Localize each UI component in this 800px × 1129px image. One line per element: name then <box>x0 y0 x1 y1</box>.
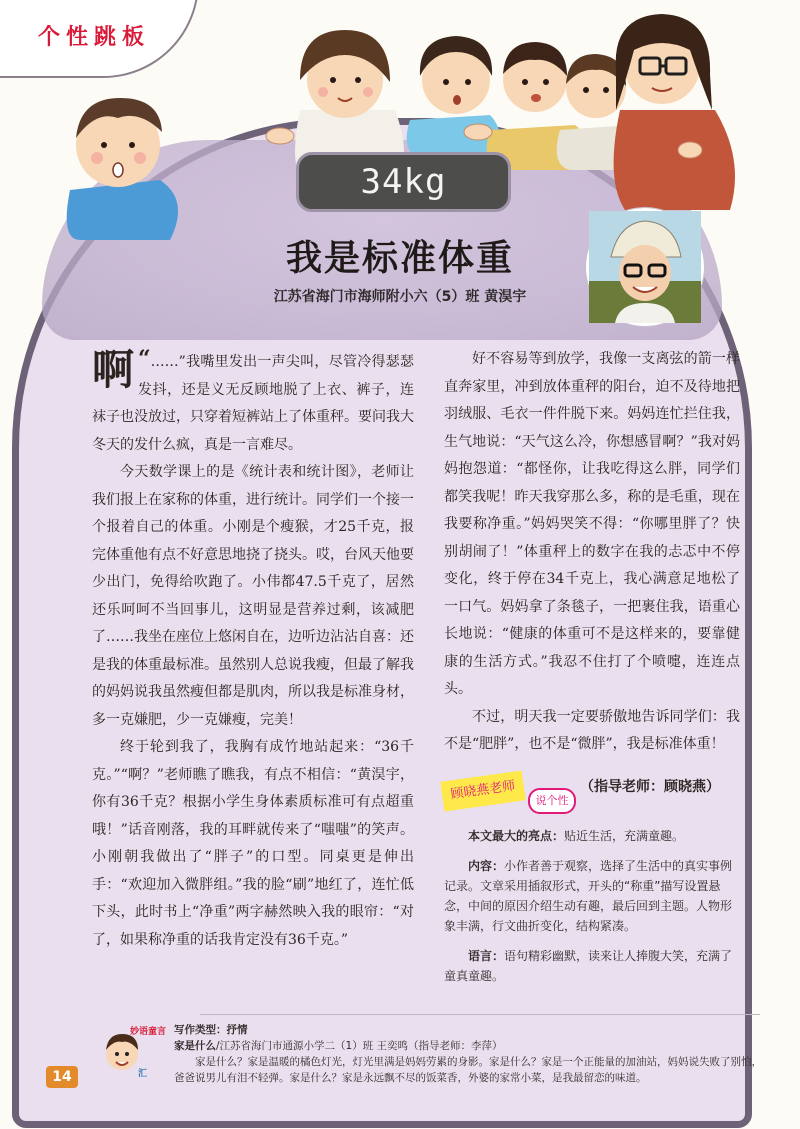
footer-entry-text: 家是什么？家是温暖的橘色灯光，灯光里满是妈妈劳累的身影。家是什么？家是一个正能量的加油站，妈妈说失败了别怕，爸爸说男儿有泪不轻弹。家是什么？家是永远飘不尽的饭菜香，外婆的家常小菜，是我最留恋的味道。 <box>174 1056 762 1084</box>
boy-left <box>67 98 178 240</box>
article-column-left <box>92 346 414 954</box>
article-paragraph-text: ……”我嘴里发出一声尖叫，尽管冷得瑟瑟发抖，还是义无反顾地脱了上衣、裤子，连袜子也没放过，只穿着短裤站上了体重秤。要问我大冬天的发什么疯，真是一言难尽。 <box>92 354 414 453</box>
comment-highlight: 本文最大的亮点：贴近生活，充满童趣。 <box>468 829 685 843</box>
article-paragraph: 终于轮到我了，我胸有成竹地站起来：“36千克。”“啊？”老师瞧了瞧我，有点不相信：“黄淏宇，你有36千克？根据小学生身体素质标准可有点超重哦！”话音刚落，我的耳畔就传来了“嗤嗤”的笑声。小刚朝我做出了“胖子”的口型。同桌更是伸出手：“欢迎加入微胖组。”我的脸“刷”地红了，连忙低下头，此时书上“净重”两字赫然映入我的眼帘：“对了，如果称净重的话我肯定没有36千克。” <box>92 739 414 948</box>
editor-comments <box>444 826 738 996</box>
comment-language: 语言：语句精彩幽默，读来让人捧腹大笑，充满了童真童趣。 <box>444 949 733 983</box>
footer-entry <box>94 1022 762 1086</box>
article-paragraph <box>92 346 414 459</box>
article-title: 我是标准体重 <box>285 237 514 279</box>
article-paragraph: 不过，明天我一定要骄傲地告诉同学们：我不是“肥胖”，也不是“微胖”，我是标准体重！ <box>444 708 740 752</box>
advising-teacher: （指导老师：顾晓燕） <box>580 779 720 795</box>
article-paragraph: 今天数学课上的是《统计表和统计图》，老师让我们报上在家称的体重，进行统计。同学们一个接一个报着自己的体重。小刚是个瘦猴，才25千克，报完体重他有点不好意思地挠了挠头。哎，台风天他要少出门，免得给吹跑了。小伟都47.5千克了，居然还乐呵呵不当回事儿，这明显是营养过剩，该减肥了……我坐在座位上悠闲自在，边听边沾沾自喜：还是我的体重最标准。虽然别人总说我瘦，但最了解我的妈妈说我虽然瘦但都是肌肉，所以我是标准身材，多一克嫌肥，少一克嫌瘦，完美！ <box>92 464 414 728</box>
footer-genre: 写作类型：抒情 <box>174 1024 248 1036</box>
footer-divider <box>200 1014 760 1015</box>
boy-curly-hair <box>407 36 502 160</box>
column-logo-text: 妙语童言 <box>130 1027 167 1037</box>
footer-entry-heading: 家是什么/江苏省海门市通源小学二（1）班 王奕鸣（指导老师：李萍） <box>174 1040 503 1052</box>
girl-with-glasses <box>614 14 735 210</box>
author-photo-image <box>589 211 701 323</box>
author-photo <box>586 208 704 326</box>
article-dropcap: 啊 <box>92 345 135 394</box>
scale-display <box>296 152 511 212</box>
article-column-right <box>444 346 740 759</box>
say-personality-sticker: 说个性 <box>528 788 576 814</box>
article-byline: 江苏省海门市海师附小六（5）班 黄淏宇 <box>273 289 527 305</box>
comment-content: 内容：小作者善于观察，选择了生活中的真实事例记录。文章采用插叙形式，开头的“称重”描写设置悬念，中间的原因介绍生动有趣，最后回到主题。人物形象丰满，行文曲折变化，结构紧凑。 <box>444 859 733 933</box>
section-badge-label: 个性跳板 <box>38 25 151 50</box>
scale-display-value: 34kg <box>360 162 447 202</box>
teacher-name-sticker: 顾晓燕老师 <box>440 770 525 811</box>
opening-quote-mark: “ <box>138 346 151 372</box>
article-paragraph: 好不容易等到放学，我像一支离弦的箭一样直奔家里，冲到放体重秤的阳台，迫不及待地把羽绒服、毛衣一件件脱下来。妈妈连忙拦住我，生气地说：“天气这么冷，你想感冒啊？”我对妈妈抱怨道：“都怪你，让我吃得这么胖，同学们都笑我呢！昨天我穿那么多，称的是毛重，现在我要称净重。”妈妈哭笑不得：“你哪里胖了？快别胡闹了！”体重秤上的数字在我的忐忑中不停变化，终于停在34千克上，我心满意足地松了一口气。妈妈拿了条毯子，一把裹住我，语重心长地说：“健康的体重可不是这样来的，要靠健康的生活方式。”我忍不住打了个喷嚏，连连点头。 <box>444 351 740 697</box>
column-logo-sub: 汇 <box>138 1069 148 1079</box>
page-number: 14 <box>46 1066 78 1088</box>
